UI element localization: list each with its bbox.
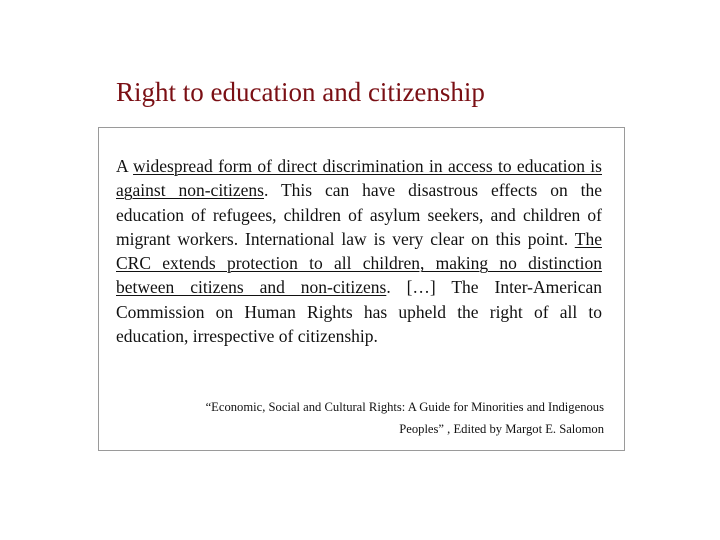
citation [134, 397, 604, 440]
quote-segment-underlined: widespread form of direct discrimination in access to education is against non-citizens [116, 156, 602, 201]
quote-segment: . This can have disastrous effects on the education of refugees, children of asylum seekers, and children of migrant workers. International law is very clear on this point. [116, 180, 602, 249]
quote-text [116, 154, 602, 348]
citation-line-1: “Economic, Social and Cultural Rights: A Guide for Minorities and Indigenous [205, 400, 604, 414]
slide-title: Right to education and citizenship [116, 77, 485, 107]
quote-segment: . […] The Inter-American Commission on Human Rights has upheld the right of all to education, irrespective of citizenship. [116, 277, 602, 347]
quote-segment-underlined: The CRC extends protection to all children, making no distinction between citizens and non-citizens [116, 228, 602, 298]
quote-segment: A [116, 156, 134, 176]
citation-line-2: Peoples” , Edited by Margot E. Salomon [399, 421, 604, 436]
